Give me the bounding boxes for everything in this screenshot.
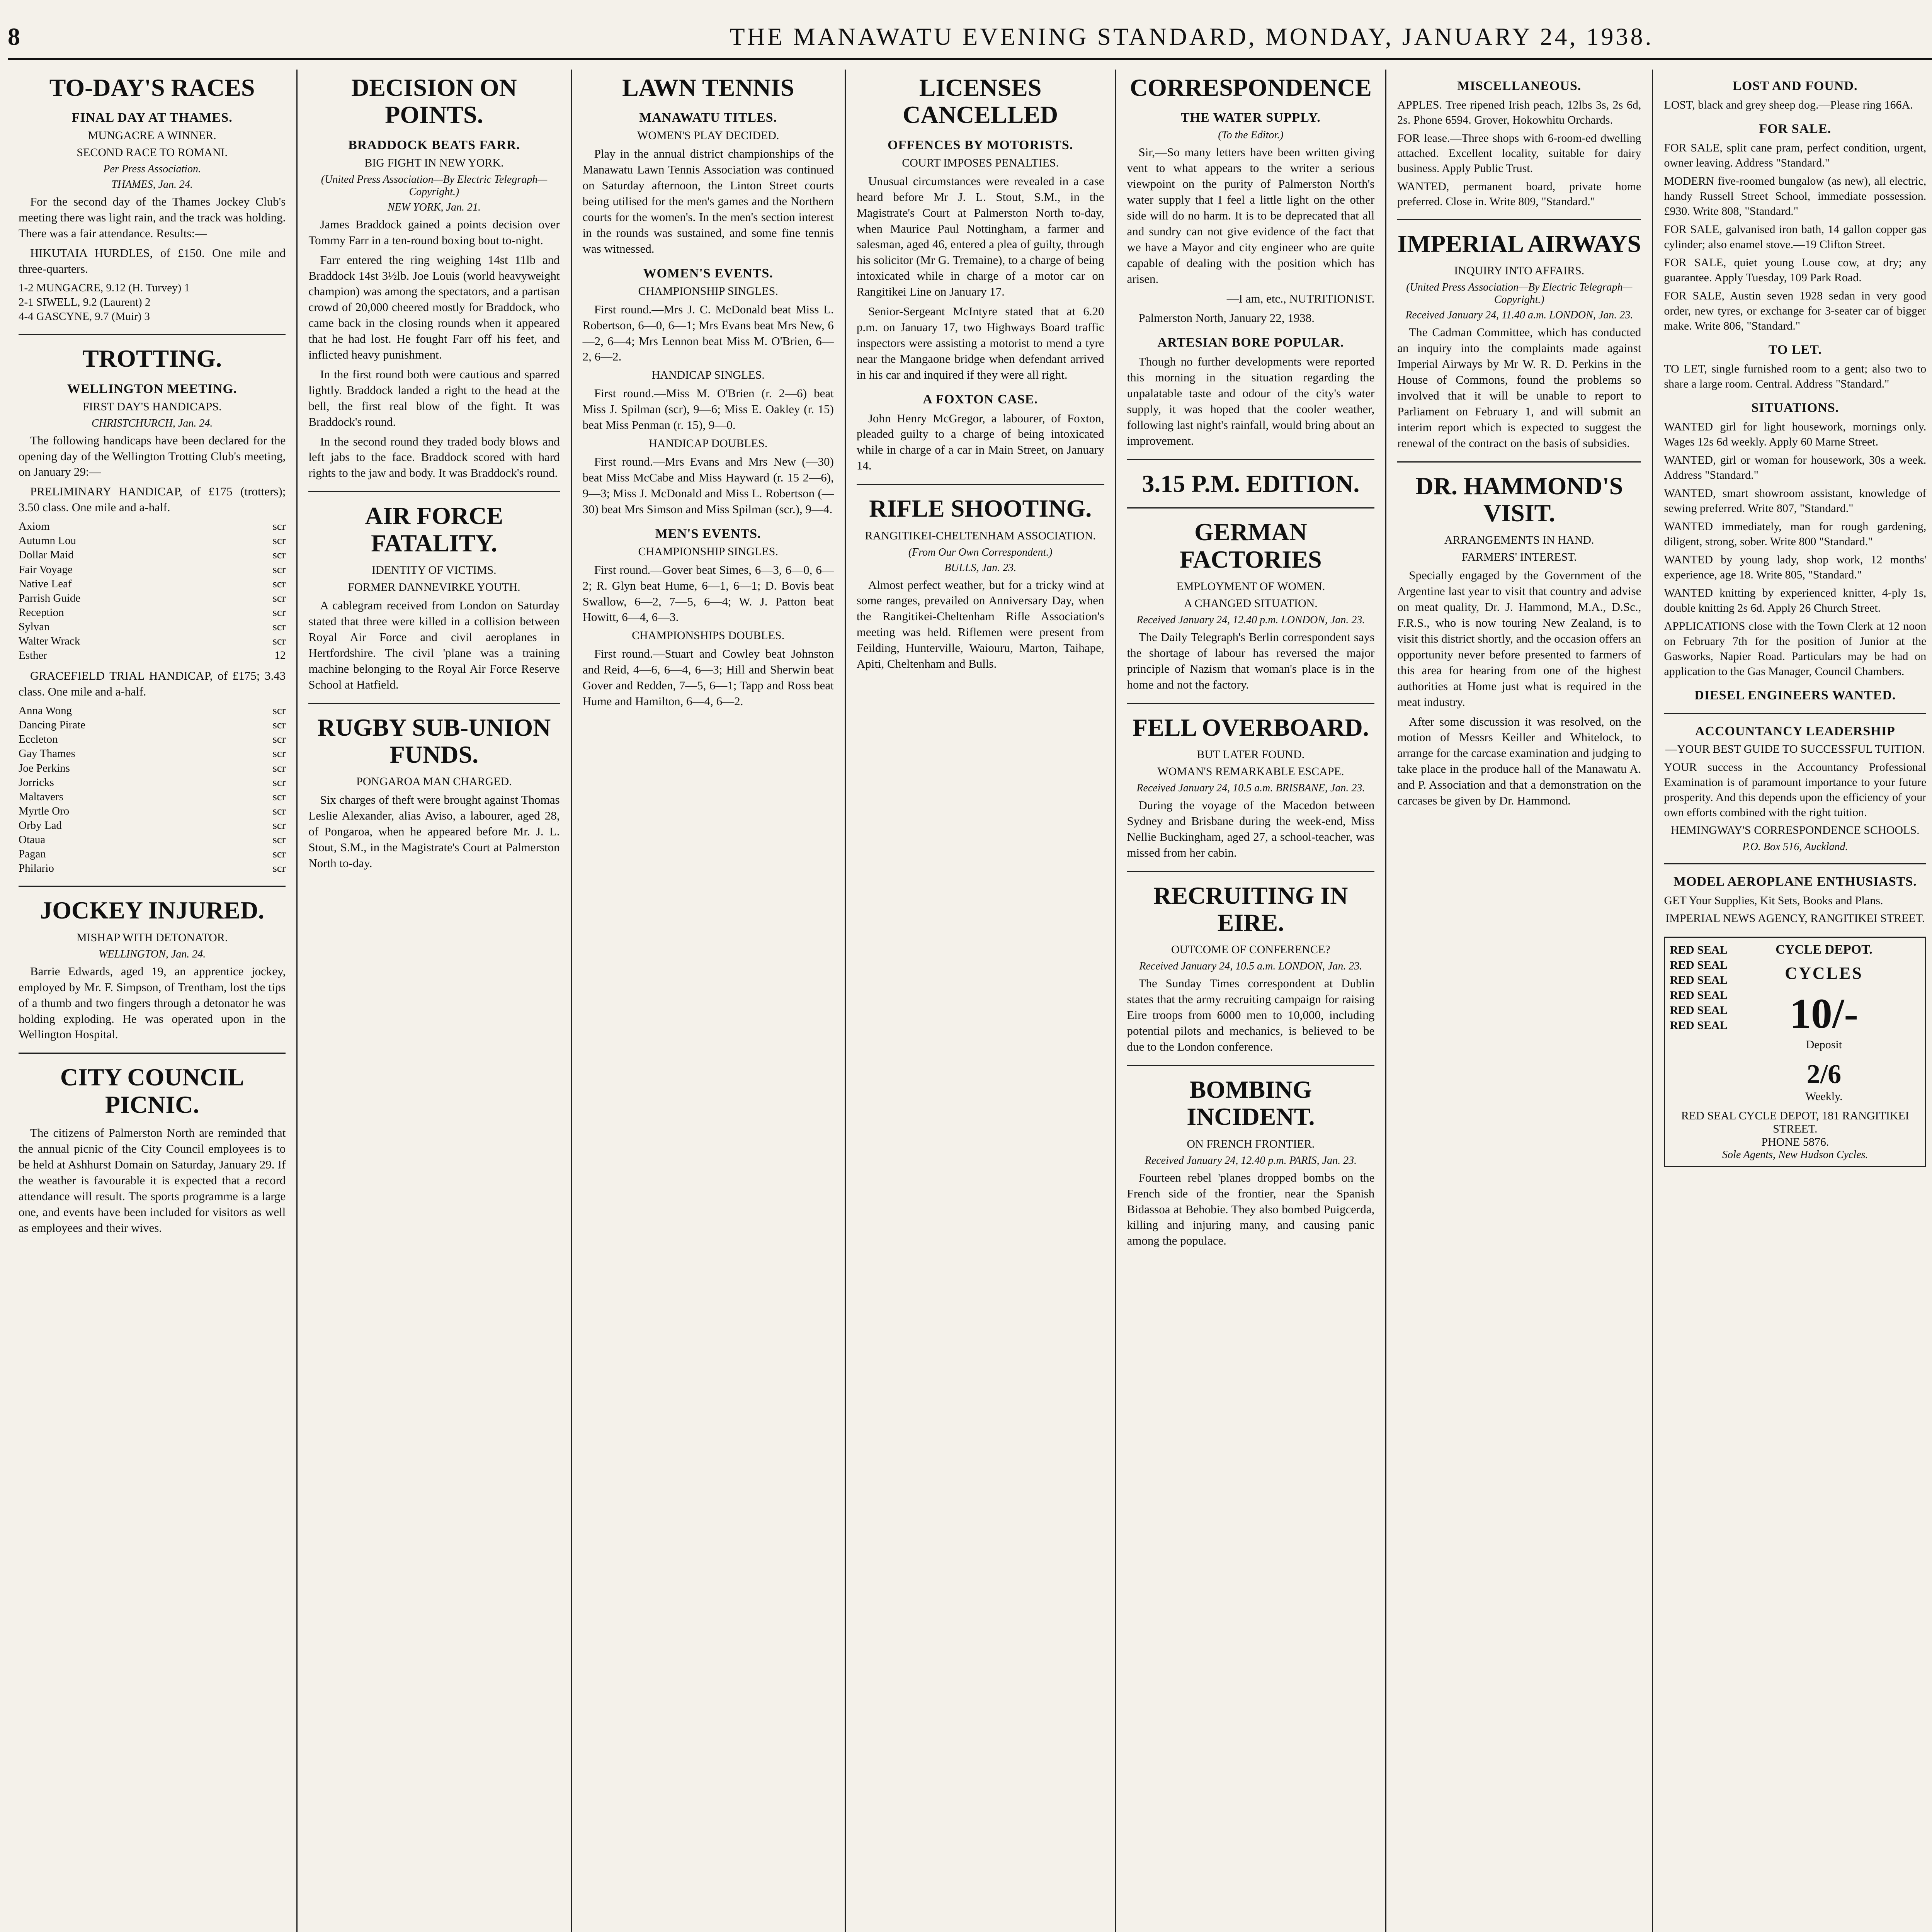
cycle-agents: Sole Agents, New Hudson Cycles. xyxy=(1722,1149,1868,1161)
article-text: Almost perfect weather, but for a tricky wind at some ranges, prevailed on Anniversary Day, when the Rangitikei-Cheltenham Rifle Association's meeting was held. Riflemen were present from Feilding, Hunterville, Waiouru, Marton, Taihape, Apiti, Cheltenham and Bulls. xyxy=(856,578,1104,671)
thames-sub: SECOND RACE TO ROMANI. xyxy=(77,146,228,159)
trotting-title: TROTTING. xyxy=(82,345,222,372)
horse-entry: Dancing Pirate scr xyxy=(19,719,286,731)
race-name: GRACEFIELD TRIAL HANDICAP, of £175; 3.43 class. One mile and a-half. xyxy=(19,669,286,699)
horse-entry: Reception scr xyxy=(19,606,286,619)
divider xyxy=(1127,871,1375,872)
race-name: HIKUTAIA HURDLES, of £150. One mile and three-quarters. xyxy=(19,246,286,276)
letter-head: THE WATER SUPPLY. xyxy=(1180,111,1321,125)
wellington-sub: FIRST DAY'S HANDICAPS. xyxy=(82,400,222,413)
horse-entry: Eccleton scr xyxy=(19,733,286,746)
horse-entry: Gay Thames scr xyxy=(19,747,286,760)
article-text: During the voyage of the Macedon between Sydney and Brisbane during the week-end, Miss Nellie Buckingham, aged 27, a school-teacher, was missed from her cabin. xyxy=(1127,798,1375,859)
tennis-title: LAWN TENNIS xyxy=(622,74,794,101)
article-text: The Daily Telegraph's Berlin correspondent says the shortage of labour has reversed the major principle of Nazism that woman's place is in the home and not the factory. xyxy=(1127,630,1375,691)
article-text: In the second round they traded body blows and left jabs to the face. Braddock scored with hard rights to the jaw and body. It was Braddock's round. xyxy=(308,434,560,480)
picnic-title: CITY COUNCIL PICNIC. xyxy=(60,1063,244,1118)
letter-date: Palmerston North, January 22, 1938. xyxy=(1138,311,1315,325)
classified-ad: WANTED, girl or woman for housework, 30s a week. Address "Standard." xyxy=(1664,454,1927,481)
races-title: TO-DAY'S RACES xyxy=(49,74,255,101)
race-result: 4-4 GASCYNE, 9.7 (Muir) 3 xyxy=(19,310,150,323)
article-text: First round.—Mrs J. C. McDonald beat Miss L. Robertson, 6—0, 6—1; Mrs Evans beat Mrs New, 6—2, 6—4; Mrs Lennon beat Miss M. O'Brien, 6—2, 6—2. xyxy=(582,302,834,364)
rifle-sub: RANGITIKEI-CHELTENHAM ASSOCIATION. xyxy=(865,529,1096,542)
hammond-sub: FARMERS' INTEREST. xyxy=(1461,551,1577,564)
licenses-title: LICENSES CANCELLED xyxy=(903,74,1058,129)
classified-ad: LOST, black and grey sheep dog.—Please ring 166A. xyxy=(1664,99,1913,111)
cycle-phone: PHONE 5876. xyxy=(1761,1136,1829,1148)
section-head: ARTESIAN BORE POPULAR. xyxy=(1157,335,1344,350)
letter-signoff: —I am, etc., NUTRITIONIST. xyxy=(1226,291,1375,305)
cycles-label: CYCLES xyxy=(1785,964,1863,983)
article-text: Barrie Edwards, aged 19, an apprentice jockey, employed by Mr. F. Simpson, of Trentham, lost the tips of a thumb and two fingers through a detonator he was holding exploding. He was operated upon in the Wellington Hospital. xyxy=(19,964,286,1041)
divider xyxy=(1127,507,1375,509)
section-head: MEN'S EVENTS. xyxy=(655,526,761,541)
classified-ad: WANTED by young lady, shop work, 12 months' experience, age 18. Write 805, "Standard." xyxy=(1664,553,1927,581)
fell-sub: BUT LATER FOUND. xyxy=(1197,748,1305,761)
columns xyxy=(8,70,1932,1932)
horse-entry: Sylvan scr xyxy=(19,620,286,633)
horse-entry: Axiom scr xyxy=(19,520,286,533)
accountancy-sub: —YOUR BEST GUIDE TO SUCCESSFUL TUITION. xyxy=(1665,743,1925,755)
german-title: GERMAN FACTORIES xyxy=(1180,518,1322,573)
divider xyxy=(1127,1065,1375,1066)
classified-ad: APPLES. Tree ripened Irish peach, 12lbs 3s, 2s 6d, 2s. Phone 6594. Grover, Hokowhitu Orchards. xyxy=(1397,99,1641,126)
horse-entry: Philario scr xyxy=(19,862,286,875)
dateline: Received January 24, 12.40 p.m. PARIS, Jan. 23. xyxy=(1145,1154,1357,1167)
race-name: PRELIMINARY HANDICAP, of £175 (trotters); 3.50 class. One mile and a-half. xyxy=(19,485,286,514)
classified-ad: FOR lease.—Three shops with 6-room-ed dwelling attached. Excellent locality, suitable for dairy business. Apply Public Trust. xyxy=(1397,132,1641,175)
classified-ad: FOR SALE, split cane pram, perfect condition, urgent, owner leaving. Address "Standard." xyxy=(1664,141,1927,169)
article-text: Six charges of theft were brought against Thomas Leslie Alexander, alias Aviso, a labourer, aged 28, of Pongaroa, when he appeared before Mr. J. L. Stout, S.M., in the Magistrate's Court at Palmerston North to-day. xyxy=(308,793,560,870)
boxing-sub: BRADDOCK BEATS FARR. xyxy=(348,138,520,152)
masthead-title: THE MANAWATU EVENING STANDARD, MONDAY, JANUARY 24, 1938. xyxy=(730,23,1654,50)
article-text: Farr entered the ring weighing 14st 11lb and Braddock 14st 3½lb. Joe Louis (world heavyweight champion) was among the spectators, and a partisan crowd of 20,000 cheered mostly for Braddock, who came back in the closing rounds when it appeared that he had lost. He fought Farr off his feet, and inflicted heavy punishment. xyxy=(308,253,560,362)
jockey-title: JOCKEY INJURED. xyxy=(40,896,265,924)
section-sub: CHAMPIONSHIP SINGLES. xyxy=(638,545,778,558)
section-head: A FOXTON CASE. xyxy=(923,392,1038,406)
classified-ad: YOUR success in the Accountancy Professional Examination is of paramount importance to your future prosperity. And this depends upon the efficiency of your own efforts combined with the right tuition. xyxy=(1664,761,1927,819)
section-head: WOMEN'S EVENTS. xyxy=(643,266,773,281)
article-text: Senior-Sergeant McIntyre stated that at 6.20 p.m. on January 17, two Highways Board traffic inspectors were assisting a motorist to mend a tyre near the Mangaone bridge when defendant arrived in his car and inquired if they were all right. xyxy=(856,304,1104,381)
article-text: First round.—Gover beat Simes, 6—3, 6—0, 6—2; R. Glyn beat Hume, 6—1, 6—1; D. Bovis beat Swallow, 6—2, 7—5, 6—4; W. J. Patton beat Howitt, 6—4, 6—3. xyxy=(582,563,834,624)
hemingway-name: HEMINGWAY'S CORRESPONDENCE SCHOOLS. xyxy=(1671,824,1920,837)
horse-entry: Esther 12 xyxy=(19,649,286,662)
divider xyxy=(1664,863,1926,864)
sale-header: FOR SALE. xyxy=(1759,122,1832,136)
byline: (From Our Own Correspondent.) xyxy=(908,546,1053,558)
article-text: The citizens of Palmerston North are reminded that the annual picnic of the City Council employees is to be held at Ashhurst Domain on Saturday, January 29. If the weather is favourable it is expected that a record attendance will result. The sports programme is a large one, and events have been included for visitors as well as employees and their wives. xyxy=(19,1126,286,1235)
dateline: Received January 24, 10.5 a.m. BRISBANE, Jan. 23. xyxy=(1136,782,1365,794)
column-classifieds xyxy=(1652,70,1932,1932)
section-sub: HANDICAP SINGLES. xyxy=(651,369,765,382)
news-agency: IMPERIAL NEWS AGENCY, RANGITIKEI STREET. xyxy=(1665,912,1925,925)
classified-ad: WANTED girl for light housework, mornings only. Wages 12s 6d weekly. Apply 60 Marne Street. xyxy=(1664,420,1927,448)
tennis-sub: WOMEN'S PLAY DECIDED. xyxy=(637,129,779,142)
cycle-ad xyxy=(1664,937,1926,1167)
situations-header: SITUATIONS. xyxy=(1751,401,1839,415)
classified-ad: FOR SALE, Austin seven 1928 sedan in very good order, new tyres, or exchange for 3-seater car of bigger make. Write 806, "Standard." xyxy=(1664,289,1927,332)
byline: (United Press Association—By Electric Telegraph—Copyright.) xyxy=(321,173,548,198)
weekly-label: Weekly. xyxy=(1805,1090,1843,1103)
byline: Per Press Association. xyxy=(103,163,201,175)
weekly-amount: 2/6 xyxy=(1806,1060,1842,1089)
deposit-amount: 10/- xyxy=(1789,990,1859,1037)
byline: (To the Editor.) xyxy=(1218,129,1284,141)
article-text: A cablegram received from London on Saturday stated that three were killed in a collision between Royal Air Force and civil aeroplanes in Hertfordshire. The civil 'plane was a training machine belonging to the Royal Air Force Reserve School at Hatfield. xyxy=(308,599,560,691)
horse-entry: Fair Voyage scr xyxy=(19,563,286,576)
raf-sub: IDENTITY OF VICTIMS. xyxy=(372,564,497,577)
article-text: The following handicaps have been declared for the opening day of the Wellington Trotting Club's meeting, on January 29:— xyxy=(19,433,286,479)
article-text: For the second day of the Thames Jockey Club's meeting there was light rain, and the track was holding. There was a fair attendance. Results:— xyxy=(19,195,286,240)
horse-entry: Otaua scr xyxy=(19,833,286,846)
classified-ad: FOR SALE, quiet young Louse cow, at dry; any guarantee. Apply Tuesday, 109 Park Road. xyxy=(1664,256,1927,284)
article-text: Though no further developments were reported this morning in the situation regarding the unpalatable taste and odour of the city's water supply, it was hoped that the cooler weather, following last night's rainfall, would bring about an improvement. xyxy=(1127,355,1375,447)
dateline: WELLINGTON, Jan. 24. xyxy=(99,948,206,960)
classified-ad: APPLICATIONS close with the Town Clerk at 12 noon on February 7th for the position of Junior at the Gasworks, Napier Road. Particulars may be had on application to the Gas Manager, Council Chambers. xyxy=(1664,620,1927,678)
cycle-address: RED SEAL CYCLE DEPOT, 181 RANGITIKEI STREET. xyxy=(1681,1109,1909,1135)
misc-header: MISCELLANEOUS. xyxy=(1457,79,1582,93)
raf-sub: FORMER DANNEVIRKE YOUTH. xyxy=(348,581,520,594)
horse-entry: Walter Wrack scr xyxy=(19,635,286,648)
raf-title: AIR FORCE FATALITY. xyxy=(365,502,503,557)
article-text: James Braddock gained a points decision over Tommy Farr in a ten-round boxing bout to-night. xyxy=(308,217,560,247)
red-seal-list: RED SEAL RED SEAL RED SEAL RED SEAL RED SEAL RED SEAL xyxy=(1670,944,1728,1032)
cycle-depot: CYCLE DEPOT. xyxy=(1776,942,1872,957)
horse-entry: Jorricks scr xyxy=(19,776,286,789)
horse-entry: Maltavers scr xyxy=(19,790,286,803)
bombing-title: BOMBING INCIDENT. xyxy=(1187,1075,1315,1131)
rifle-title: RIFLE SHOOTING. xyxy=(869,495,1092,522)
race-result: 1-2 MUNGACRE, 9.12 (H. Turvey) 1 xyxy=(19,281,190,294)
rugby-sub: PONGAROA MAN CHARGED. xyxy=(356,775,512,788)
horse-entry: Anna Wong scr xyxy=(19,704,286,717)
divider xyxy=(1127,459,1375,460)
horse-entry: Native Leaf scr xyxy=(19,577,286,590)
imperial-title: IMPERIAL AIRWAYS xyxy=(1397,230,1641,257)
thames-head: FINAL DAY AT THAMES. xyxy=(71,111,233,125)
dateline: Received January 24, 11.40 a.m. LONDON, Jan. 23. xyxy=(1405,309,1633,321)
article-text: First round.—Stuart and Cowley beat Johnston and Reid, 4—6, 6—4, 6—3; Hill and Sherwin beat Gover and Redden, 7—5, 6—1; Tapp and Ross beat Hume and Hamilton, 6—4, 6—2. xyxy=(582,647,834,708)
thames-sub: MUNGACRE A WINNER. xyxy=(88,129,216,142)
column-misc xyxy=(1385,70,1652,1932)
section-sub: CHAMPIONSHIP SINGLES. xyxy=(638,284,778,298)
column-boxing xyxy=(296,70,570,1932)
article-text: First round.—Mrs Evans and Mrs New (—30) beat Miss McCabe and Miss Hayward (r. 15 2—6), 9—3; Miss J. McDonald and Miss L. Robertson (—30) beat Mrs Simson and Miss Spilman (scr.), 9—4. xyxy=(582,455,834,516)
divider xyxy=(1397,219,1641,220)
dateline: NEW YORK, Jan. 21. xyxy=(387,201,481,213)
classified-ad: GET Your Supplies, Kit Sets, Books and Plans. xyxy=(1664,894,1883,907)
divider xyxy=(19,1053,286,1054)
article-text: Unusual circumstances were revealed in a case heard before Mr J. L. Stout, S.M., in the Magistrate's Court at Palmerston North to-day, when Maurice Paul Nottingham, a farmer and salesman, aged 46, entered a plea of guilty, through his solicitor (Mr G. Tremaine), to a charge of being intoxicated while in charge of a motor car on Rangitikei Line on January 17. xyxy=(856,174,1104,299)
correspondence-title: CORRESPONDENCE xyxy=(1129,74,1372,101)
divider xyxy=(308,491,560,492)
model-header: MODEL AEROPLANE ENTHUSIASTS. xyxy=(1673,874,1917,889)
divider xyxy=(1664,713,1926,714)
german-sub: EMPLOYMENT OF WOMEN. xyxy=(1176,580,1325,593)
horse-entry: Myrtle Oro scr xyxy=(19,804,286,817)
horse-entry: Autumn Lou scr xyxy=(19,534,286,547)
bombing-sub: ON FRENCH FRONTIER. xyxy=(1187,1137,1315,1150)
race-result: 2-1 SIWELL, 9.2 (Laurent) 2 xyxy=(19,296,151,309)
german-sub: A CHANGED SITUATION. xyxy=(1184,597,1318,610)
column-licenses xyxy=(845,70,1115,1932)
column-races xyxy=(8,70,296,1932)
article-text: The Cadman Committee, which has conducted an inquiry into the complaints made against Imperial Airways by Mr W. R. D. Perkins in the House of Commons, found the problems so involved that it will be unable to report to Parliament on February 1, and will submit an interim report which is expected to suggest the renewal of the contract on the basis of subsidies. xyxy=(1397,325,1641,450)
divider xyxy=(19,334,286,335)
horse-entry: Orby Lad scr xyxy=(19,819,286,832)
divider xyxy=(308,703,560,704)
column-tennis xyxy=(571,70,845,1932)
classified-ad: TO LET, single furnished room to a gent; also two to share a large room. Central. Address "Standard." xyxy=(1664,362,1927,390)
dateline: THAMES, Jan. 24. xyxy=(111,179,193,191)
licenses-sub: COURT IMPOSES PENALTIES. xyxy=(902,156,1059,169)
article-text: First round.—Miss M. O'Brien (r. 2—6) beat Miss J. Spilman (scr), 9—6; Miss E. Oakley (r. 15) beat Miss Penman (r. 15), 9—0. xyxy=(582,386,834,432)
horse-entry: Joe Perkins scr xyxy=(19,762,286,774)
byline: (United Press Association—By Electric Telegraph—Copyright.) xyxy=(1406,281,1633,306)
divider xyxy=(19,886,286,887)
article-text: John Henry McGregor, a labourer, of Foxton, pleaded guilty to a charge of being intoxicated while in charge of a car in Main Street, on January 14. xyxy=(856,411,1104,473)
wellington-head: WELLINGTON MEETING. xyxy=(67,381,237,396)
licenses-sub: OFFENCES BY MOTORISTS. xyxy=(888,138,1073,152)
divider xyxy=(1127,703,1375,704)
tennis-sub: MANAWATU TITLES. xyxy=(639,111,777,125)
dateline: BULLS, Jan. 23. xyxy=(944,561,1017,574)
classified-ad: WANTED, permanent board, private home preferred. Close in. Write 809, "Standard." xyxy=(1397,180,1641,208)
fell-title: FELL OVERBOARD. xyxy=(1133,713,1369,741)
classified-ad: MODERN five-roomed bungalow (as new), all electric, handy Russell Street School, immediate possession. £930. Write 808, "Standard." xyxy=(1664,175,1927,218)
accountancy-header: ACCOUNTANCY LEADERSHIP xyxy=(1695,724,1895,738)
eire-title: RECRUITING IN EIRE. xyxy=(1153,881,1348,936)
let-header: TO LET. xyxy=(1768,343,1822,357)
section-sub: CHAMPIONSHIPS DOUBLES. xyxy=(632,629,785,642)
hemingway-address: P.O. Box 516, Auckland. xyxy=(1742,841,1848,853)
classified-ad: WANTED immediately, man for rough gardening, diligent, strong, sober. Write 800 "Standard." xyxy=(1664,520,1927,548)
horse-entry: Pagan scr xyxy=(19,848,286,861)
hammond-title: DR. HAMMOND'S VISIT. xyxy=(1415,472,1623,527)
article-text: Play in the annual district championships of the Manawatu Lawn Tennis Association was continued on Saturday afternoon, the Linton Street courts being utilised for the men's games and the Northern courts for the women's. In the men's section interest in the rounds was sustained, and some fine tennis was witnessed. xyxy=(582,147,834,255)
masthead xyxy=(8,15,1932,60)
article-text: Specially engaged by the Government of the Argentine last year to visit that country and advise on meat quality, Dr. J. Hammond, M.A., D.Sc., F.R.S., who is now touring New Zealand, is to visit this district shortly, and the occasion offers an opportunity never before presented to farmers of this area for hearing from one of the highest authorities at Home just what is required in the meat industry. xyxy=(1397,568,1641,709)
letter-text: Sir,—So many letters have been written giving vent to what appears to the writer a serious viewpoint on the purity of Palmerston North's water supply that I feel a little light on the other side will do no harm. It is to be deprecated that all and sundry can not give evidence of the fact that we have a Mayor and city engineer who are quite capable of dealing with the position which has arisen. xyxy=(1127,145,1375,286)
edition-label: 3.15 P.M. EDITION. xyxy=(1142,469,1360,497)
eire-sub: OUTCOME OF CONFERENCE? xyxy=(1171,943,1330,956)
rugby-title: RUGBY SUB-UNION FUNDS. xyxy=(317,713,551,768)
lost-header: LOST AND FOUND. xyxy=(1733,79,1858,93)
hammond-sub: ARRANGEMENTS IN HAND. xyxy=(1444,534,1594,547)
page-number: 8 xyxy=(8,23,20,50)
dateline: Received January 24, 12.40 p.m. LONDON, Jan. 23. xyxy=(1136,614,1365,626)
classified-ad: WANTED, smart showroom assistant, knowledge of sewing preferred. Write 807, "Standard." xyxy=(1664,487,1927,515)
divider xyxy=(1397,461,1641,463)
article-text: After some discussion it was resolved, on the motion of Messrs Keiller and Whitelock, to arrange for the carcase examination and judging to take place in the produce hall of the Manawatu A. and P. Association and that a demonstration on the carcases be given by Dr. Hammond. xyxy=(1397,714,1641,808)
diesel-header: DIESEL ENGINEERS WANTED. xyxy=(1694,688,1896,702)
article-text: Fourteen rebel 'planes dropped bombs on the French side of the frontier, near the Spanish Bidassoa at Behobie. They also bombed Puigcerda, killing and injuring many, and causing panic among the populace. xyxy=(1127,1170,1375,1248)
imperial-sub: INQUIRY INTO AFFAIRS. xyxy=(1454,264,1585,277)
deposit-label: Deposit xyxy=(1806,1038,1842,1051)
horse-entry: Dollar Maid scr xyxy=(19,549,286,561)
classified-ad: FOR SALE, galvanised iron bath, 14 gallon copper gas cylinder; also enamel stove.—19 Clifton Street. xyxy=(1664,223,1927,251)
horse-entry: Parrish Guide scr xyxy=(19,592,286,604)
fell-sub: WOMAN'S REMARKABLE ESCAPE. xyxy=(1157,765,1344,778)
jockey-sub: MISHAP WITH DETONATOR. xyxy=(76,931,228,944)
boxing-sub: BIG FIGHT IN NEW YORK. xyxy=(364,156,504,169)
article-text: In the first round both were cautious and sparred lightly. Braddock landed a right to the head at the bell, the first real blow of the fight. It was Braddock's round. xyxy=(308,367,560,429)
dateline: Received January 24, 10.5 a.m. LONDON, Jan. 23. xyxy=(1139,960,1362,973)
column-correspondence xyxy=(1115,70,1386,1932)
divider xyxy=(857,484,1104,485)
classified-ad: WANTED knitting by experienced knitter, 4-ply 1s, double knitting 2s 6d. Apply 26 Church Street. xyxy=(1664,587,1927,614)
article-text: The Sunday Times correspondent at Dublin states that the army recruiting campaign for raising Eire troops from 6000 men to 10,000, including potential pilots and mechanics, is believed to be due to the London conference. xyxy=(1127,976,1375,1054)
dateline: CHRISTCHURCH, Jan. 24. xyxy=(91,417,213,429)
boxing-title: DECISION ON POINTS. xyxy=(351,74,517,129)
section-sub: HANDICAP DOUBLES. xyxy=(649,437,768,450)
